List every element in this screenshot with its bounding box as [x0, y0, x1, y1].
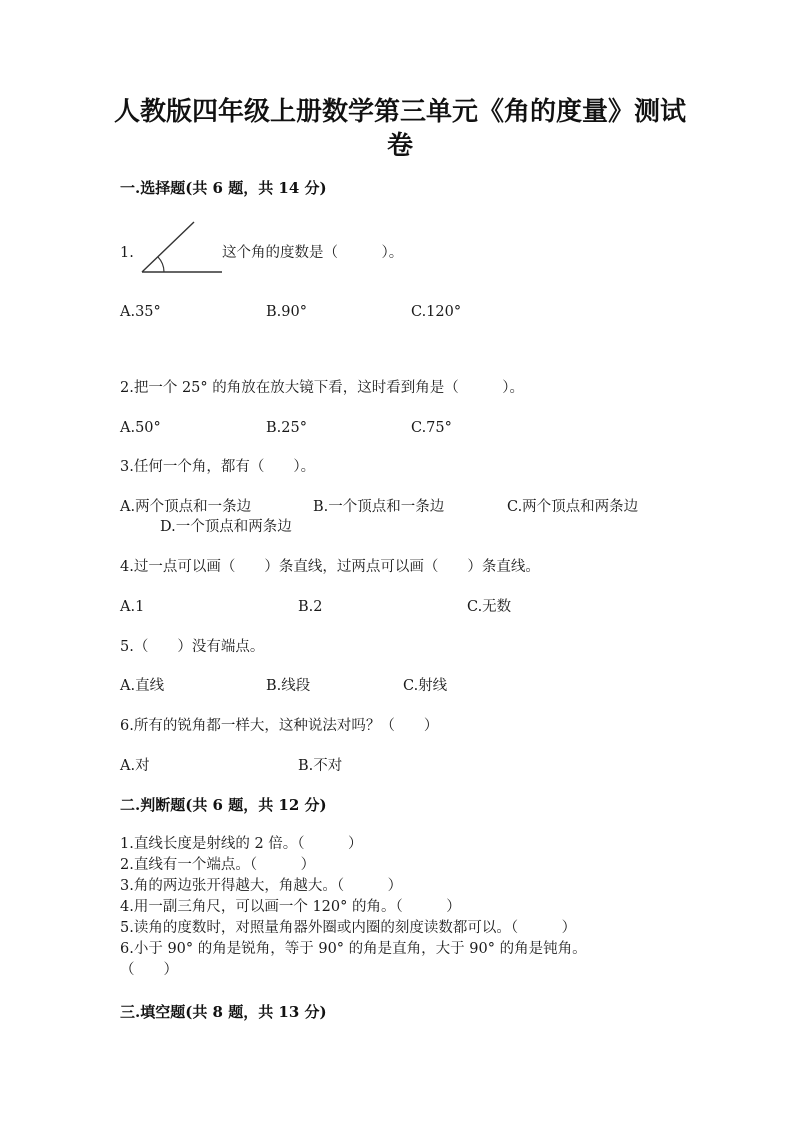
question-stem: 这个角的度数是（ ）。	[222, 245, 404, 261]
option-a: A.35°	[120, 304, 161, 320]
option-b: B.2	[298, 599, 323, 615]
option-b: B.25°	[266, 420, 307, 436]
section-heading-choice: 一.选择题(共 6 题，共 14 分)	[120, 179, 327, 197]
option-a: A.两个顶点和一条边	[120, 499, 252, 515]
judgement-item: 1.直线长度是射线的 2 倍。（ ）	[120, 836, 363, 852]
option-a: A.50°	[120, 420, 161, 436]
question-stem: 2.把一个 25° 的角放在放大镜下看，这时看到角是（ ）。	[120, 380, 525, 396]
question-stem: 6.所有的锐角都一样大，这种说法对吗？（ ）	[120, 718, 439, 734]
option-b: B.一个顶点和一条边	[313, 499, 445, 515]
option-c: C.无数	[467, 599, 512, 615]
option-a: A.直线	[120, 678, 165, 694]
option-b: B.90°	[266, 304, 307, 320]
question-stem: 4.过一点可以画（ ）条直线，过两点可以画（ ）条直线。	[120, 559, 540, 575]
option-c: C.120°	[411, 304, 462, 320]
page-title: 人教版四年级上册数学第三单元《角的度量》测试	[113, 97, 686, 127]
question-number: 1.	[120, 245, 134, 261]
option-c: C.75°	[411, 420, 452, 436]
option-d: D.一个顶点和两条边	[160, 519, 292, 535]
judgement-item: 6.小于 90° 的角是锐角，等于 90° 的角是直角，大于 90° 的角是钝角。	[120, 941, 587, 957]
angle-diagram-icon	[138, 218, 224, 276]
option-b: B.线段	[266, 678, 311, 694]
option-a: A.对	[120, 758, 150, 774]
option-c: C.射线	[403, 678, 448, 694]
judgement-item: 2.直线有一个端点。（ ）	[120, 857, 316, 873]
option-b: B.不对	[298, 758, 343, 774]
section-heading-fill-blank: 三.填空题(共 8 题，共 13 分)	[120, 1003, 327, 1021]
question-stem: 3.任何一个角，都有（ ）。	[120, 459, 316, 475]
option-c: C.两个顶点和两条边	[507, 499, 639, 515]
page-title-continued: 卷	[386, 131, 413, 161]
judgement-item-continued: （ ）	[120, 962, 178, 978]
section-heading-judgement: 二.判断题(共 6 题，共 12 分)	[120, 796, 327, 814]
option-a: A.1	[120, 599, 145, 615]
judgement-item: 5.读角的度数时，对照量角器外圈或内圈的刻度读数都可以。（ ）	[120, 920, 577, 936]
question-stem: 5.（ ）没有端点。	[120, 639, 265, 655]
judgement-item: 3.角的两边张开得越大，角越大。（ ）	[120, 878, 403, 894]
judgement-item: 4.用一副三角尺，可以画一个 120° 的角。（ ）	[120, 899, 461, 915]
